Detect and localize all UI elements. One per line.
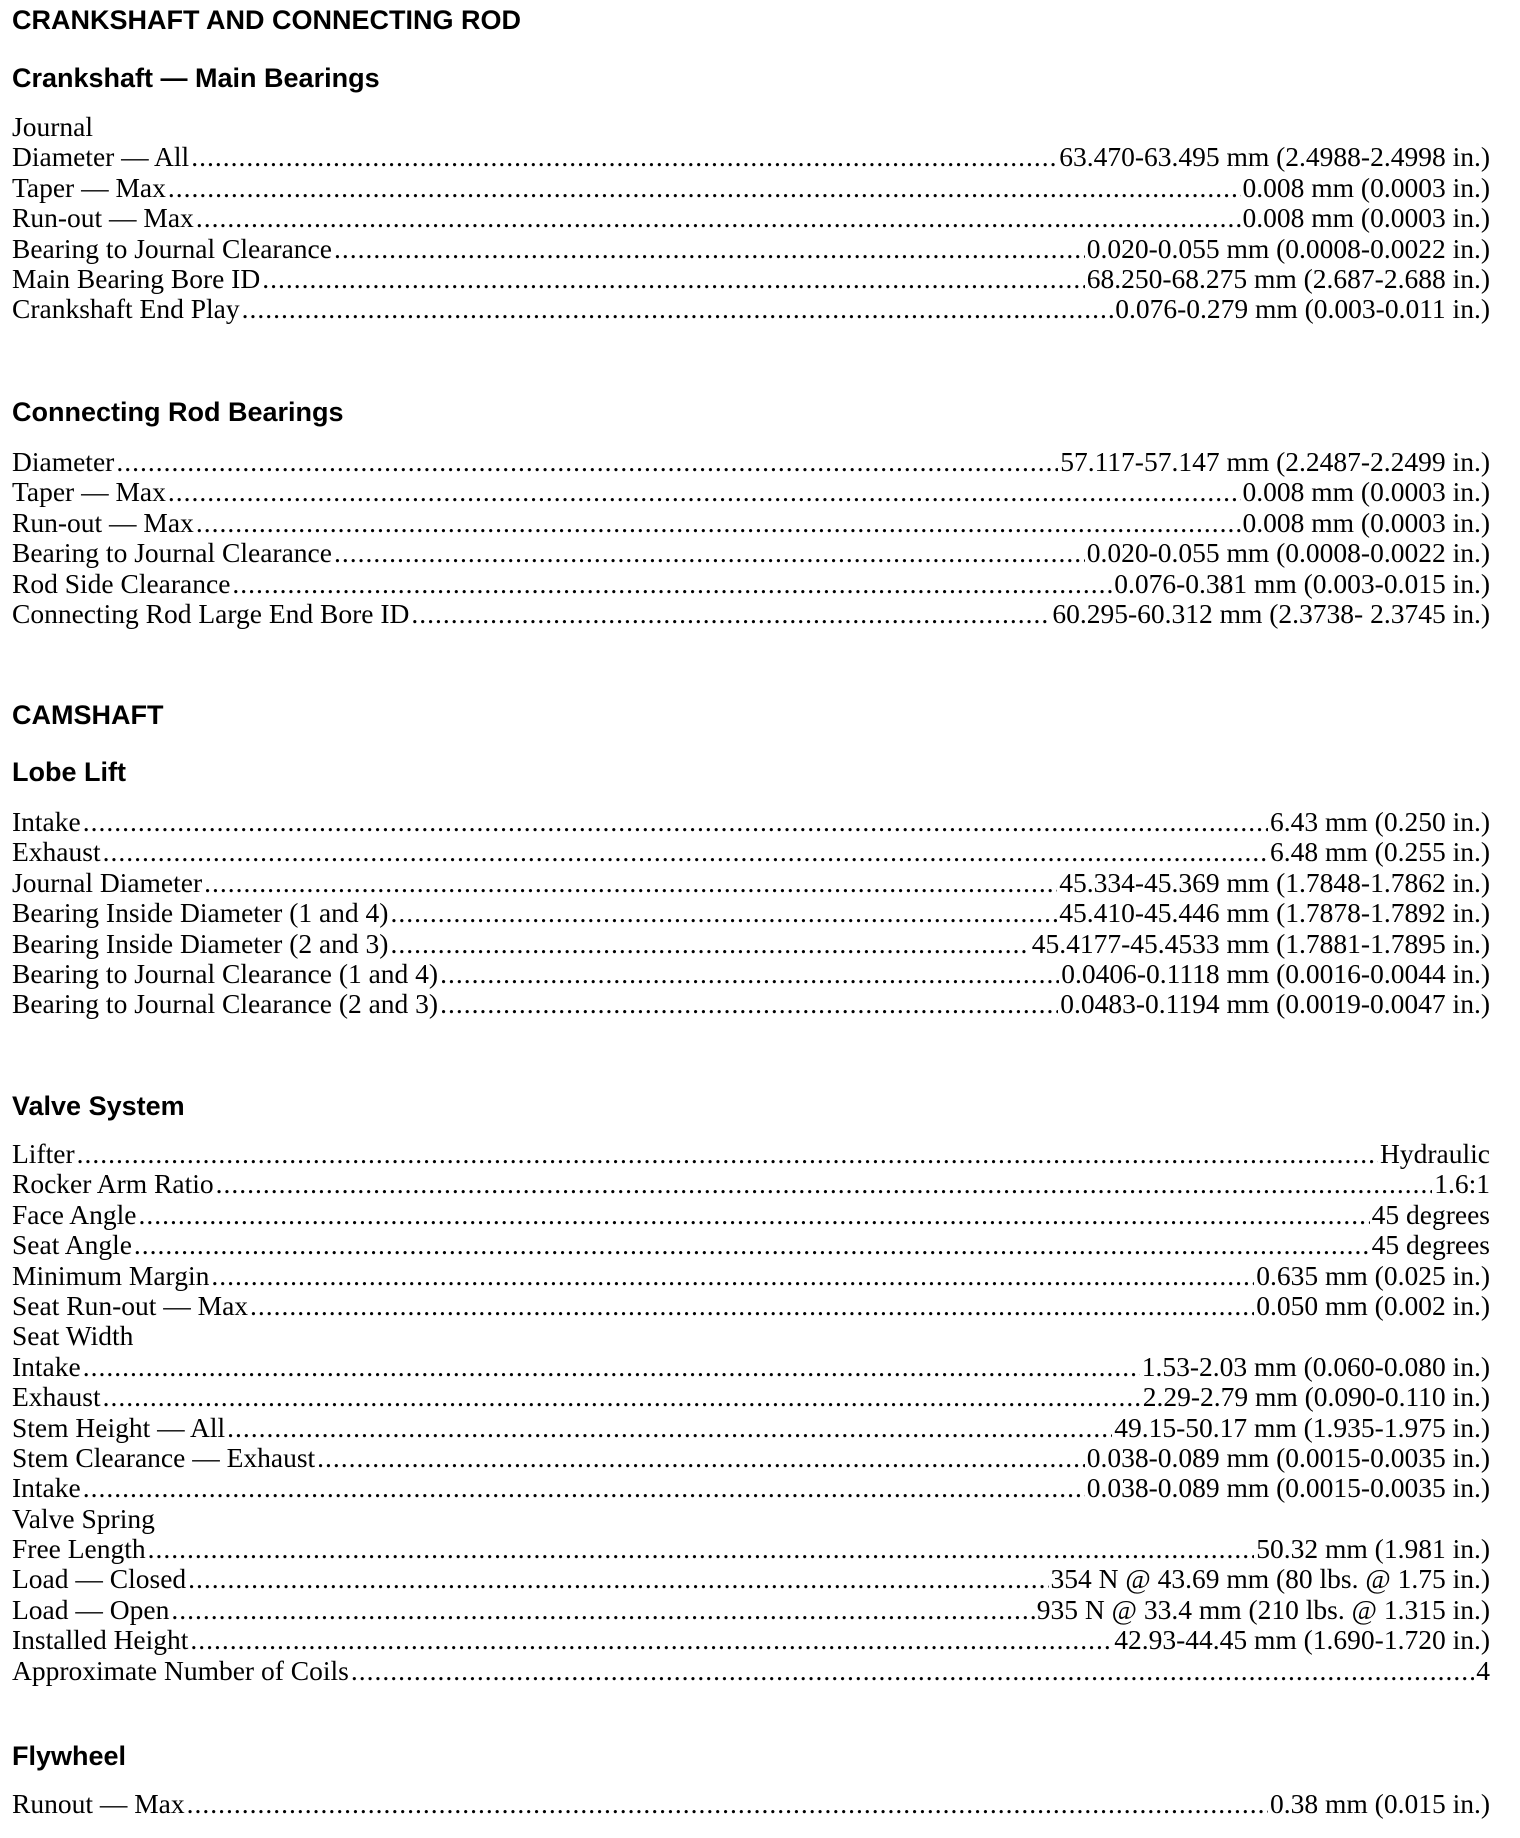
spec-label: Bearing Inside Diameter (1 and 4)	[12, 898, 389, 929]
spec-label: Bearing to Journal Clearance (1 and 4)	[12, 958, 439, 989]
spec-label: Bearing to Journal Clearance (2 and 3)	[12, 989, 439, 1020]
spec-row	[12, 569, 1490, 599]
dot-leader	[191, 142, 1057, 172]
spec-row	[12, 807, 1490, 837]
spec-label: Approximate Number of Coils	[12, 1655, 349, 1686]
spec-value: Hydraulic	[1380, 1139, 1490, 1169]
dot-leader	[440, 959, 1059, 989]
dot-leader	[77, 1139, 1378, 1169]
spec-row	[12, 1261, 1490, 1291]
dot-leader	[390, 929, 1029, 959]
valve-spring-subheading: Valve Spring	[12, 1502, 155, 1534]
spec-row	[12, 868, 1490, 898]
dot-leader	[138, 1200, 1369, 1230]
spec-label: Installed Height	[12, 1625, 189, 1656]
spec-label: Lifter	[12, 1139, 75, 1169]
section-heading-flywheel: Flywheel	[12, 1741, 127, 1771]
spec-value: 0.635 mm (0.025 in.)	[1256, 1260, 1490, 1291]
spec-value: 57.117-57.147 mm (2.2487-2.2499 in.)	[1060, 447, 1490, 477]
spec-value: 0.008 mm (0.0003 in.)	[1242, 477, 1490, 508]
section-heading-valve-system: Valve System	[12, 1091, 185, 1121]
spec-value: 0.020-0.055 mm (0.0008-0.0022 in.)	[1086, 233, 1490, 264]
spec-value: 2.29-2.79 mm (0.090-0.110 in.)	[1142, 1382, 1490, 1413]
spec-value: 0.008 mm (0.0003 in.)	[1242, 172, 1490, 203]
spec-label: Free Length	[12, 1534, 146, 1565]
spec-label: Diameter — All	[12, 142, 190, 173]
spec-label: Run-out — Max	[12, 203, 194, 234]
spec-label: Intake	[12, 807, 81, 837]
spec-value: 0.38 mm (0.015 in.)	[1270, 1789, 1490, 1819]
spec-label: Runout — Max	[12, 1789, 185, 1819]
spec-label: Journal Diameter	[12, 867, 203, 898]
dot-leader	[440, 989, 1058, 1019]
dot-leader	[334, 538, 1085, 568]
spec-value: 4	[1476, 1655, 1490, 1686]
spec-row	[12, 1595, 1490, 1625]
spec-label: Minimum Margin	[12, 1260, 210, 1291]
spec-label: Load — Open	[12, 1594, 170, 1625]
spec-value: 50.32 mm (1.981 in.)	[1256, 1534, 1490, 1565]
journal-subheading: Journal	[12, 111, 93, 142]
spec-value: 0.050 mm (0.002 in.)	[1256, 1290, 1490, 1321]
spec-value: 0.038-0.089 mm (0.0015-0.0035 in.)	[1086, 1442, 1490, 1473]
spec-label: Bearing to Journal Clearance	[12, 233, 332, 264]
spec-row	[12, 898, 1490, 928]
spec-label: Intake	[12, 1473, 81, 1504]
spec-row	[12, 1139, 1490, 1169]
dot-leader	[216, 1169, 1433, 1199]
spec-value: 6.48 mm (0.255 in.)	[1270, 837, 1490, 868]
spec-row	[12, 1564, 1490, 1594]
spec-label: Exhaust	[12, 1382, 101, 1413]
spec-row	[12, 929, 1490, 959]
spec-label: Seat Angle	[12, 1230, 132, 1261]
spec-row	[12, 477, 1490, 507]
spec-row	[12, 1656, 1490, 1686]
spec-row	[12, 599, 1490, 629]
spec-value: 0.0406-0.1118 mm (0.0016-0.0044 in.)	[1061, 958, 1490, 989]
spec-label: Taper — Max	[12, 172, 166, 203]
dot-leader	[411, 599, 1050, 629]
dot-leader	[196, 508, 1241, 538]
spec-value: 0.008 mm (0.0003 in.)	[1242, 507, 1490, 538]
section-heading-lobe-lift: Lobe Lift	[12, 757, 126, 787]
dot-leader	[211, 1261, 1254, 1291]
spec-value: 0.076-0.381 mm (0.003-0.015 in.)	[1114, 568, 1490, 599]
spec-value: 0.0483-0.1194 mm (0.0019-0.0047 in.)	[1060, 989, 1490, 1020]
spec-row	[12, 1169, 1490, 1199]
spec-label: Exhaust	[12, 837, 101, 868]
spec-value: 60.295-60.312 mm (2.3738- 2.3745 in.)	[1052, 598, 1490, 629]
spec-label: Intake	[12, 1351, 81, 1382]
dot-leader	[190, 1625, 1112, 1655]
camshaft-title: CAMSHAFT	[12, 700, 164, 730]
dot-leader	[134, 1230, 1370, 1260]
spec-label: Crankshaft End Play	[12, 294, 240, 325]
spec-label: Stem Height — All	[12, 1412, 226, 1443]
spec-row	[12, 538, 1490, 568]
spec-row	[12, 508, 1490, 538]
camshaft-spec-list	[12, 807, 1490, 1020]
spec-row	[12, 959, 1490, 989]
dot-leader	[262, 264, 1084, 294]
spec-row	[12, 1230, 1490, 1260]
valve-system-spec-list	[12, 1139, 1490, 1686]
dot-leader	[83, 1352, 1140, 1382]
dot-leader	[83, 807, 1268, 837]
spec-row	[12, 234, 1490, 264]
spec-row	[12, 1443, 1490, 1473]
spec-label: Taper — Max	[12, 477, 166, 508]
spec-label: Connecting Rod Large End Bore ID	[12, 598, 410, 629]
spec-row	[12, 1789, 1490, 1819]
spec-row	[12, 1625, 1490, 1655]
spec-label: Rocker Arm Ratio	[12, 1169, 214, 1200]
spec-row	[12, 989, 1490, 1019]
spec-row	[12, 1473, 1490, 1503]
spec-value: 45.4177-45.4533 mm (1.7881-1.7895 in.)	[1031, 928, 1490, 959]
spec-value: 0.038-0.089 mm (0.0015-0.0035 in.)	[1086, 1473, 1490, 1504]
dot-leader	[188, 1564, 1048, 1594]
spec-row	[12, 173, 1490, 203]
spec-value: 0.076-0.279 mm (0.003-0.011 in.)	[1115, 294, 1490, 325]
dot-leader	[187, 1789, 1268, 1819]
spec-label: Stem Clearance — Exhaust	[12, 1442, 316, 1473]
dot-leader	[250, 1291, 1254, 1321]
spec-label: Rod Side Clearance	[12, 568, 231, 599]
spec-row	[12, 1534, 1490, 1564]
spec-row	[12, 447, 1490, 477]
dot-leader	[83, 1473, 1085, 1503]
spec-label: Seat Run-out — Max	[12, 1290, 249, 1321]
spec-label: Bearing Inside Diameter (2 and 3)	[12, 928, 389, 959]
dot-leader	[232, 569, 1112, 599]
spec-row	[12, 203, 1490, 233]
spec-value: 42.93-44.45 mm (1.690-1.720 in.)	[1114, 1625, 1490, 1656]
spec-value: 68.250-68.275 mm (2.687-2.688 in.)	[1086, 263, 1490, 294]
dot-leader	[334, 234, 1085, 264]
spec-value: 1.6:1	[1434, 1169, 1490, 1200]
dot-leader	[390, 898, 1057, 928]
page-title: CRANKSHAFT AND CONNECTING ROD	[12, 5, 521, 35]
spec-label: Diameter	[12, 447, 115, 477]
dot-leader	[317, 1443, 1085, 1473]
spec-row	[12, 264, 1490, 294]
spec-label: Main Bearing Bore ID	[12, 263, 261, 294]
spec-row	[12, 1382, 1490, 1412]
spec-label: Load — Closed	[12, 1564, 187, 1595]
section-heading-main-bearings: Crankshaft — Main Bearings	[12, 63, 380, 93]
spec-value: 0.020-0.055 mm (0.0008-0.0022 in.)	[1086, 538, 1490, 569]
flywheel-spec-list	[12, 1789, 1490, 1819]
spec-row	[12, 1200, 1490, 1230]
spec-row	[12, 1291, 1490, 1321]
spec-row	[12, 142, 1490, 172]
spec-label: Run-out — Max	[12, 507, 194, 538]
seat-width-subheading: Seat Width	[12, 1320, 134, 1352]
spec-value: 63.470-63.495 mm (2.4988-2.4998 in.)	[1059, 142, 1490, 173]
dot-leader	[168, 477, 1241, 507]
spec-value: 1.53-2.03 mm (0.060-0.080 in.)	[1141, 1351, 1490, 1382]
spec-value: 45 degrees	[1371, 1230, 1490, 1261]
spec-row	[12, 1413, 1490, 1443]
spec-label: Face Angle	[12, 1199, 137, 1230]
dot-leader	[227, 1413, 1112, 1443]
dot-leader	[242, 294, 1114, 324]
spec-value: 49.15-50.17 mm (1.935-1.975 in.)	[1114, 1412, 1490, 1443]
rod-bearings-spec-list	[12, 447, 1490, 629]
dot-leader	[171, 1595, 1034, 1625]
dot-leader	[168, 173, 1241, 203]
dot-leader	[204, 868, 1057, 898]
section-heading-rod-bearings: Connecting Rod Bearings	[12, 397, 344, 427]
spec-value: 45.334-45.369 mm (1.7848-1.7862 in.)	[1059, 867, 1490, 898]
spec-value: 354 N @ 43.69 mm (80 lbs. @ 1.75 in.)	[1050, 1564, 1490, 1595]
spec-row	[12, 294, 1490, 324]
spec-value: 45 degrees	[1371, 1199, 1490, 1230]
spec-row	[12, 1352, 1490, 1382]
dot-leader	[148, 1534, 1255, 1564]
spec-value: 45.410-45.446 mm (1.7878-1.7892 in.)	[1059, 898, 1490, 929]
spec-value: 6.43 mm (0.250 in.)	[1270, 807, 1490, 837]
spec-row	[12, 837, 1490, 867]
dot-leader	[103, 837, 1268, 867]
spec-label: Bearing to Journal Clearance	[12, 538, 332, 569]
spec-value: 0.008 mm (0.0003 in.)	[1242, 203, 1490, 234]
spec-value: 935 N @ 33.4 mm (210 lbs. @ 1.315 in.)	[1036, 1594, 1490, 1625]
dot-leader	[116, 447, 1058, 477]
dot-leader	[196, 203, 1241, 233]
dot-leader	[351, 1656, 1474, 1686]
main-bearings-spec-list	[12, 112, 1490, 325]
dot-leader	[103, 1382, 1141, 1412]
